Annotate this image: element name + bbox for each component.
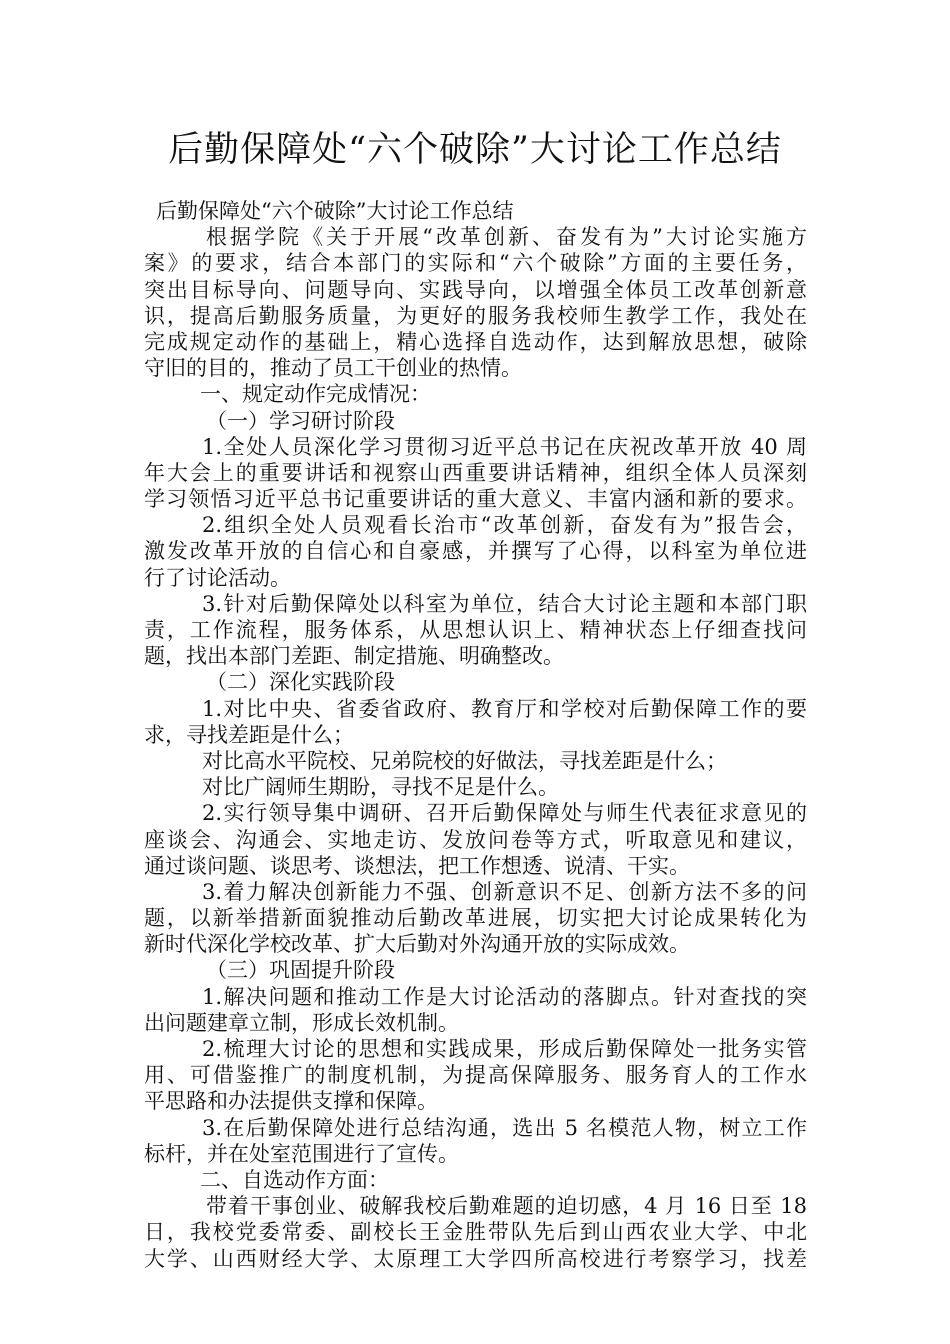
- body-line: 大学、山西财经大学、太原理工大学四所高校进行考察学习，找差: [144, 1246, 807, 1271]
- body-line: 1.全处人员深化学习贯彻习近平总书记在庆祝改革开放 40 周: [202, 434, 807, 459]
- body-line: 3.着力解决创新能力不强、创新意识不足、创新方法不多的问: [202, 879, 807, 904]
- body-line: 对比广阔师生期盼，寻找不足是什么。: [202, 775, 559, 800]
- body-line: 平思路和办法提供支撑和保障。: [144, 1089, 438, 1114]
- body-line: 一、规定动作完成情况：: [200, 382, 431, 407]
- body-line: 年大会上的重要讲话和视察山西重要讲话精神，组织全体人员深刻: [144, 460, 807, 485]
- body-line: 完成规定动作的基础上，精心选择自选动作，达到解放思想，破除: [144, 329, 807, 354]
- body-line: 2.梳理大讨论的思想和实践成果，形成后勤保障处一批务实管: [202, 1037, 807, 1061]
- document-body: [144, 198, 807, 1272]
- body-line: 学习领悟习近平总书记重要讲话的重大意义、丰富内涵和新的要求。: [144, 487, 807, 512]
- body-line: 日，我校党委常委、副校长王金胜带队先后到山西农业大学、中北: [144, 1220, 807, 1245]
- body-line: 1.解决问题和推动工作是大讨论活动的落脚点。针对查找的突: [202, 984, 807, 1009]
- body-line: 案》的要求，结合本部门的实际和“六个破除”方面的主要任务，: [144, 251, 807, 276]
- body-line: 守旧的目的，推动了员工干创业的热情。: [144, 356, 522, 381]
- body-line: 责，工作流程，服务体系，从思想认识上、精神状态上仔细查找问: [144, 618, 807, 642]
- body-line: 求，寻找差距是什么；: [144, 722, 354, 747]
- body-line: 2.实行领导集中调研、召开后勤保障处与师生代表征求意见的: [202, 801, 807, 826]
- body-line: 后勤保障处“六个破除”大讨论工作总结: [156, 199, 514, 223]
- body-line: 识，提高后勤服务质量，为更好的服务我校师生教学工作，我处在: [144, 303, 807, 328]
- body-line: （一）学习研讨阶段: [206, 408, 395, 433]
- body-line: （三）巩固提升阶段: [206, 958, 395, 983]
- body-line: 2.组织全处人员观看长治市“改革创新，奋发有为”报告会，: [202, 513, 807, 538]
- body-line: 新时代深化学校改革、扩大后勤对外沟通开放的实际成效。: [144, 932, 690, 957]
- body-line: 标杆，并在处室范围进行了宣传。: [144, 1141, 459, 1166]
- body-line: 激发改革开放的自信心和自豪感，并撰写了心得，以科室为单位进: [144, 539, 807, 564]
- body-line: 突出目标导向、问题导向、实践导向，以增强全体员工改革创新意: [144, 277, 807, 302]
- body-line: 1.对比中央、省委省政府、教育厅和学校对后勤保障工作的要: [202, 696, 807, 721]
- body-line: 题，以新举措新面貌推动后勤改革进展，切实把大讨论成果转化为: [144, 906, 807, 931]
- body-line: 3.在后勤保障处进行总结沟通，选出 5 名模范人物，树立工作: [202, 1115, 807, 1140]
- body-line: 用、可借鉴推广的制度机制，为提高保障服务、服务育人的工作水: [144, 1063, 807, 1088]
- body-line: 通过谈问题、谈思考、谈想法，把工作想透、说清、干实。: [144, 853, 690, 878]
- body-line: 二、自选动作方面：: [200, 1167, 389, 1192]
- body-line: 3.针对后勤保障处以科室为单位，结合大讨论主题和本部门职: [202, 591, 807, 616]
- body-line: 带着干事创业、破解我校后勤难题的迫切感，4 月 16 日至 18: [206, 1194, 807, 1219]
- document-title: 后勤保障处“六个破除”大讨论工作总结: [168, 130, 782, 170]
- body-line: 出问题建章立制，形成长效机制。: [144, 1010, 459, 1035]
- body-line: 行了讨论活动。: [144, 565, 291, 590]
- body-line: 题，找出本部门差距、制定措施、明确整改。: [144, 644, 564, 669]
- body-line: 对比高水平院校、兄弟院校的好做法，寻找差距是什么；: [202, 748, 727, 773]
- body-line: （二）深化实践阶段: [206, 670, 395, 695]
- body-line: 座谈会、沟通会、实地走访、发放问卷等方式，听取意见和建议，: [144, 827, 807, 852]
- body-line: 根据学院《关于开展“改革创新、奋发有为”大讨论实施方: [206, 225, 807, 250]
